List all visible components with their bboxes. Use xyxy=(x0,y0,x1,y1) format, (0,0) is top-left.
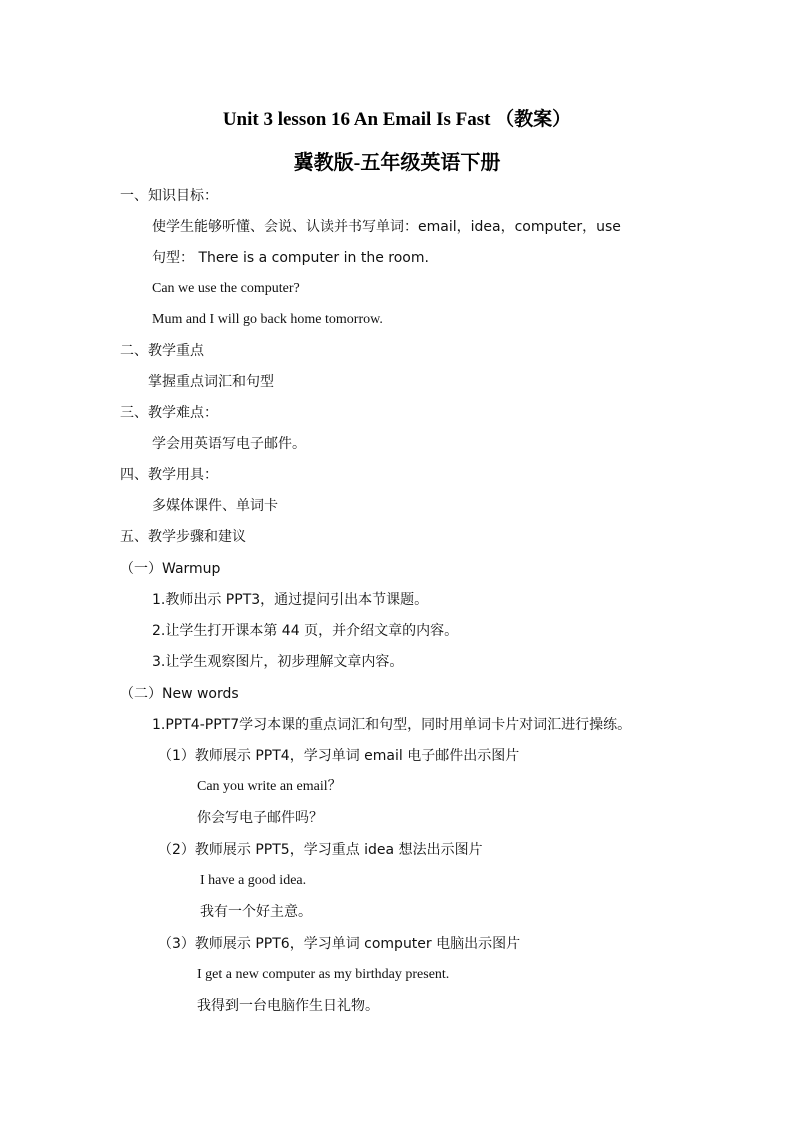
example-sentence-en: I get a new computer as my birthday present. xyxy=(197,967,450,982)
key-points-text: 掌握重点词汇和句型 xyxy=(148,374,274,390)
example-sentence-zh: 我得到一台电脑作生日礼物。 xyxy=(197,998,379,1014)
difficulties-text: 学会用英语写电子邮件。 xyxy=(152,436,306,452)
example-sentence-en: I have a good idea. xyxy=(200,873,307,888)
step-line: 1.教师出示 PPT3，通过提问引出本节课题。 xyxy=(152,592,429,608)
sub-step-line: （2）教师展示 PPT5，学习重点 idea 想法出示图片 xyxy=(158,842,483,858)
example-sentence-en: Can you write an email？ xyxy=(197,779,342,794)
section-heading-difficulties: 三、教学难点： xyxy=(120,405,218,421)
section-heading-knowledge-goals: 一、知识目标： xyxy=(120,188,218,204)
vocab-line: 使学生能够听懂、会说、认读并书写单词：email，idea，computer，use xyxy=(152,219,621,235)
subsection-warmup: （一）Warmup xyxy=(120,561,221,577)
example-sentence-zh: 我有一个好主意。 xyxy=(200,904,312,920)
teaching-aids-text: 多媒体课件、单词卡 xyxy=(152,498,278,514)
sentence-line: Mum and I will go back home tomorrow. xyxy=(152,312,383,327)
sub-step-line: （1）教师展示 PPT4，学习单词 email 电子邮件出示图片 xyxy=(158,748,520,764)
step-line: 2.让学生打开课本第 44 页，并介绍文章的内容。 xyxy=(152,623,459,639)
sentence-line: Can we use the computer? xyxy=(152,281,300,296)
document-title: Unit 3 lesson 16 An Email Is Fast （教案） xyxy=(222,109,572,130)
step-line: 1.PPT4-PPT7学习本课的重点词汇和句型，同时用单词卡片对词汇进行操练。 xyxy=(152,717,632,733)
subsection-new-words: （二）New words xyxy=(120,686,239,702)
section-heading-steps: 五、教学步骤和建议 xyxy=(120,529,246,545)
step-line: 3.让学生观察图片，初步理解文章内容。 xyxy=(152,654,404,670)
sub-step-line: （3）教师展示 PPT6，学习单词 computer 电脑出示图片 xyxy=(158,936,521,952)
section-heading-teaching-aids: 四、教学用具： xyxy=(120,467,218,483)
document-subtitle: 冀教版-五年级英语下册 xyxy=(293,152,501,174)
example-sentence-zh: 你会写电子邮件吗？ xyxy=(197,810,323,826)
section-heading-key-points: 二、教学重点 xyxy=(120,343,204,359)
sentence-pattern-line: 句型： There is a computer in the room. xyxy=(152,250,429,266)
